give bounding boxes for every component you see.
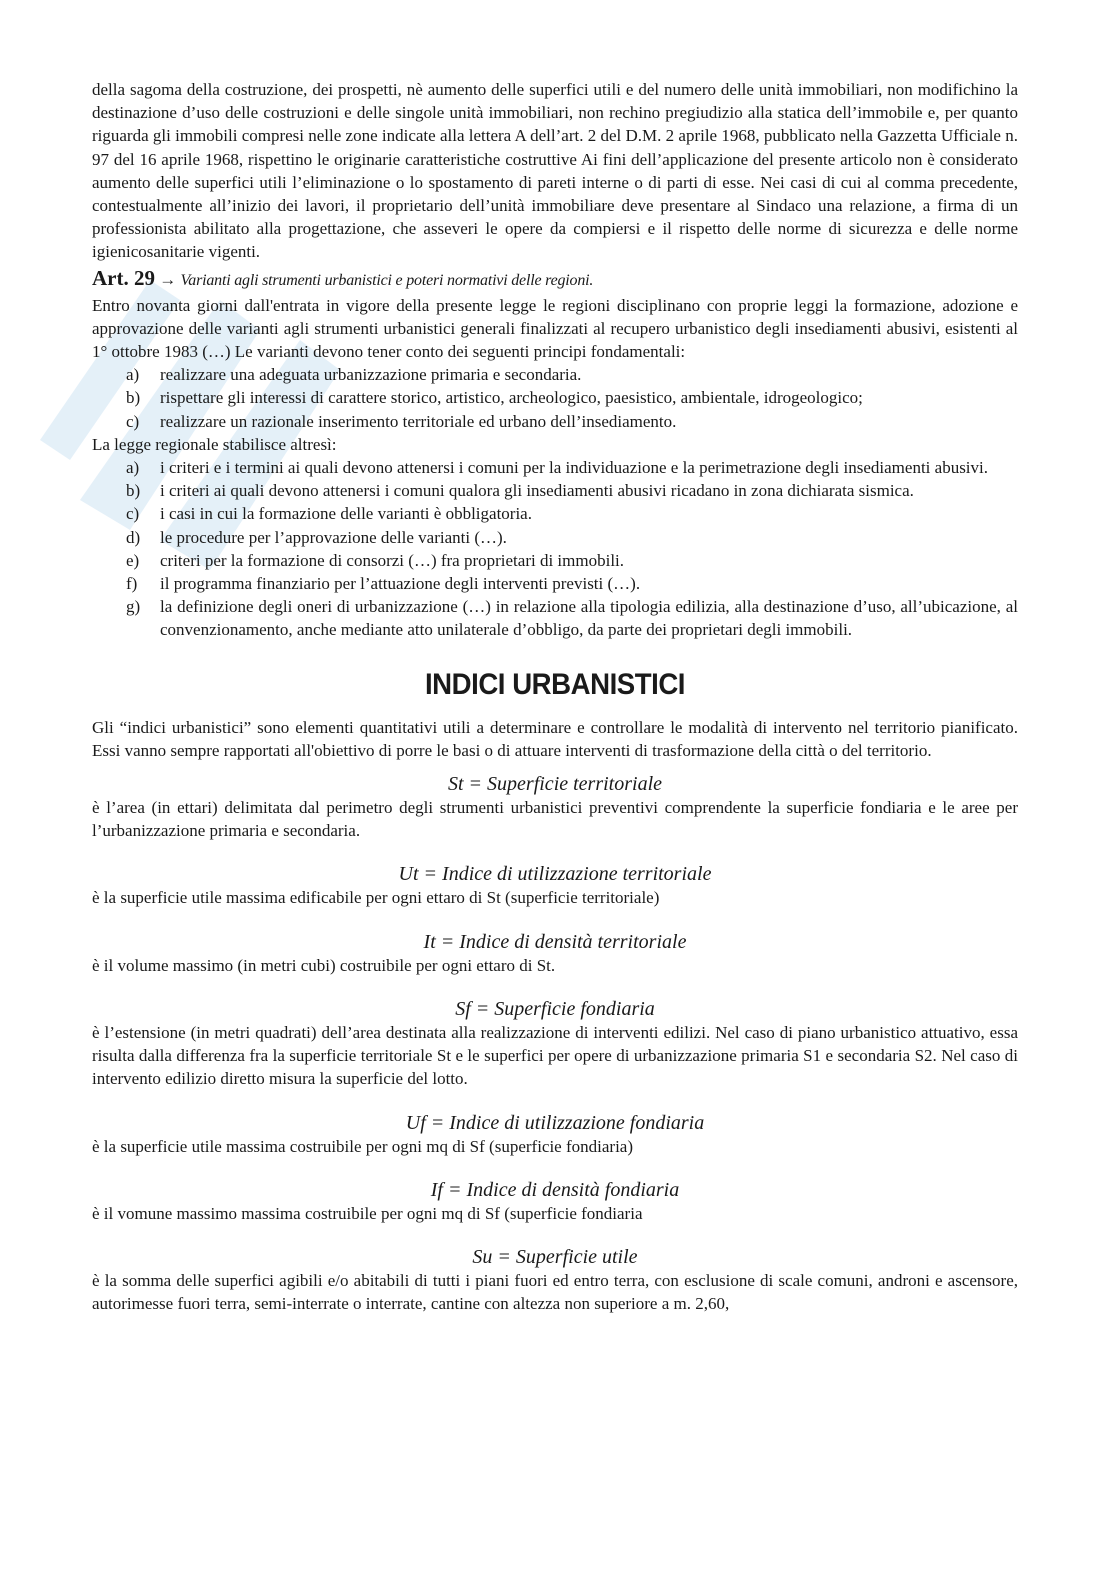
section-title: INDICI URBANISTICI [424, 667, 686, 701]
list-item [92, 502, 1018, 525]
definition-if [92, 1178, 1018, 1225]
list-text: rispettare gli interessi di carattere storico, artistico, archeologico, paesistico, ambientale, idrogeologico; [160, 388, 863, 408]
definition-text: è l’estensione (in metri quadrati) dell’area destinata alla realizzazione di interventi edilizi. Nel caso di piano urbanistico attuativo, essa risulta dalla differenza fra la superficie territoriale St e le superfici per opere di urbanizzazione primaria S1 e secondaria S2. Nel caso di intervento edilizio diretto misura la superficie del lotto. [92, 1022, 1018, 1089]
definition-su [92, 1245, 1018, 1315]
list-item [92, 456, 1018, 479]
regional-list [92, 456, 1018, 642]
definition-title: It = Indice di densità territoriale [423, 930, 687, 953]
list-text: la definizione degli oneri di urbanizzazione (…) in relazione alla tipologia edilizia, alla destinazione d’uso, all’ubicazione, al convenzionamento, anche mediante atto unilaterale d’obbligo, da parte dei proprietari degli immobili. [160, 597, 1018, 640]
list-label: e) [126, 550, 140, 570]
list-text: i criteri ai quali devono attenersi i comuni qualora gli insediamenti abusivi ricadano in zona dichiarata sismica. [160, 481, 914, 501]
list-label: c) [126, 411, 140, 431]
document-page [92, 78, 1018, 1315]
list-item [92, 410, 1018, 433]
list-text: realizzare un razionale inserimento territoriale ed urbano dell’insediamento. [160, 411, 677, 431]
list-item [92, 386, 1018, 409]
list-text: i criteri e i termini ai quali devono attenersi i comuni per la individuazione e la perimetrazione degli insediamenti abusivi. [160, 458, 989, 478]
section-intro: Gli “indici urbanistici” sono elementi quantitativi utili a determinare e controllare le modalità di intervento nel territorio pianificato. Essi vanno sempre rapportati all'obiettivo di porre le basi o di attuare interventi di trasformazione della città o del territorio. [92, 717, 1018, 760]
list-label: f) [126, 574, 138, 594]
article-heading [92, 265, 1018, 294]
list-label: a) [126, 365, 140, 385]
definition-sf [92, 997, 1018, 1091]
list-text: criteri per la formazione di consorzi (…) fra proprietari di immobili. [160, 550, 625, 570]
intro-paragraph: della sagoma della costruzione, dei prospetti, nè aumento delle superfici utili e del numero delle unità immobiliari, non modifichino la destinazione d’uso delle costruzioni e delle singole unità immobiliari, non rechino pregiudizio alla statica dell’immobile e, per quanto riguarda gli immobili compresi nelle zone indicate alla lettera A dell’art. 2 del D.M. 2 aprile 1968, pubblicato nella Gazzetta Ufficiale n. 97 del 16 aprile 1968, rispettino le originarie caratteristiche costruttive Ai fini dell’applicazione del presente articolo non è considerato aumento delle superfici utili l’eliminazione o lo spostamento di pareti interne o di parti di esse. Nei casi di cui al comma precedente, contestualmente all’inizio dei lavori, il proprietario dell’unità immobiliare deve presentare al Sindaco una relazione, a firma di un professionista abilitato alla progettazione, che asseveri le opere da compiersi e il rispetto delle norme di sicurezza e delle norme igienicosanitarie vigenti. [92, 80, 1018, 262]
definition-text: è l’area (in ettari) delimitata dal perimetro degli strumenti urbanistici preventivi comprendente la superficie fondiaria e le aree per l’urbanizzazione primaria e secondaria. [92, 798, 1018, 841]
definition-title: Su = Superficie utile [472, 1245, 638, 1268]
definition-text: è la superficie utile massima edificabile per ogni ettaro di St (superficie territoriale) [92, 888, 660, 908]
definition-text: è il volume massimo (in metri cubi) costruibile per ogni ettaro di St. [92, 955, 556, 975]
list-text: i casi in cui la formazione delle varianti è obbligatoria. [160, 504, 532, 524]
list-label: d) [126, 527, 141, 547]
list-text: il programma finanziario per l’attuazione degli interventi previsti (…). [160, 574, 641, 594]
definition-title: Sf = Superficie fondiaria [455, 997, 655, 1020]
list-item [92, 479, 1018, 502]
definition-uf [92, 1111, 1018, 1158]
list-label: c) [126, 504, 140, 524]
definition-title: Uf = Indice di utilizzazione fondiaria [405, 1111, 705, 1134]
definition-title: Ut = Indice di utilizzazione territoriale [398, 863, 712, 886]
list-label: g) [126, 597, 141, 617]
list-item [92, 363, 1018, 386]
article-title: Varianti agli strumenti urbanistici e poteri normativi delle regioni. [180, 271, 594, 289]
list-item [92, 595, 1018, 641]
definition-text: è il vomune massimo massima costruibile per ogni mq di Sf (superficie fondiaria [92, 1203, 643, 1223]
definition-st [92, 772, 1018, 842]
definition-it [92, 930, 1018, 977]
article-number: Art. 29 [92, 265, 155, 290]
list-text: realizzare una adeguata urbanizzazione primaria e secondaria. [160, 365, 582, 385]
arrow-icon: → [159, 269, 177, 289]
regional-intro: La legge regionale stabilisce altresì: [92, 434, 337, 454]
list-label: b) [126, 388, 141, 408]
list-item [92, 526, 1018, 549]
list-item [92, 549, 1018, 572]
principles-list [92, 363, 1018, 433]
article-body: Entro novanta giorni dall'entrata in vigore della presente legge le regioni disciplinano con proprie leggi la formazione, adozione e approvazione delle varianti agli strumenti urbanistici generali finalizzati al recupero urbanistico degli insediamenti abusivi, esistenti al 1° ottobre 1983 (…) Le varianti devono tener conto dei seguenti principi fondamentali: [92, 295, 1018, 362]
definition-title: St = Superficie territoriale [447, 773, 663, 796]
definition-text: è la somma delle superfici agibili e/o abitabili di tutti i piani fuori ed entro terra, con esclusione di scale comuni, androni e ascensore, autorimesse fuori terra, semi-interrate o interrate, cantine con altezza non superiore a m. 2,60, [92, 1270, 1018, 1314]
list-label: b) [126, 481, 141, 501]
list-text: le procedure per l’approvazione delle varianti (…). [160, 527, 507, 547]
definition-ut [92, 862, 1018, 909]
list-item [92, 572, 1018, 595]
list-label: a) [126, 458, 140, 478]
definition-title: If = Indice di densità fondiaria [430, 1178, 680, 1201]
definition-text: è la superficie utile massima costruibile per ogni mq di Sf (superficie fondiaria) [92, 1136, 633, 1156]
